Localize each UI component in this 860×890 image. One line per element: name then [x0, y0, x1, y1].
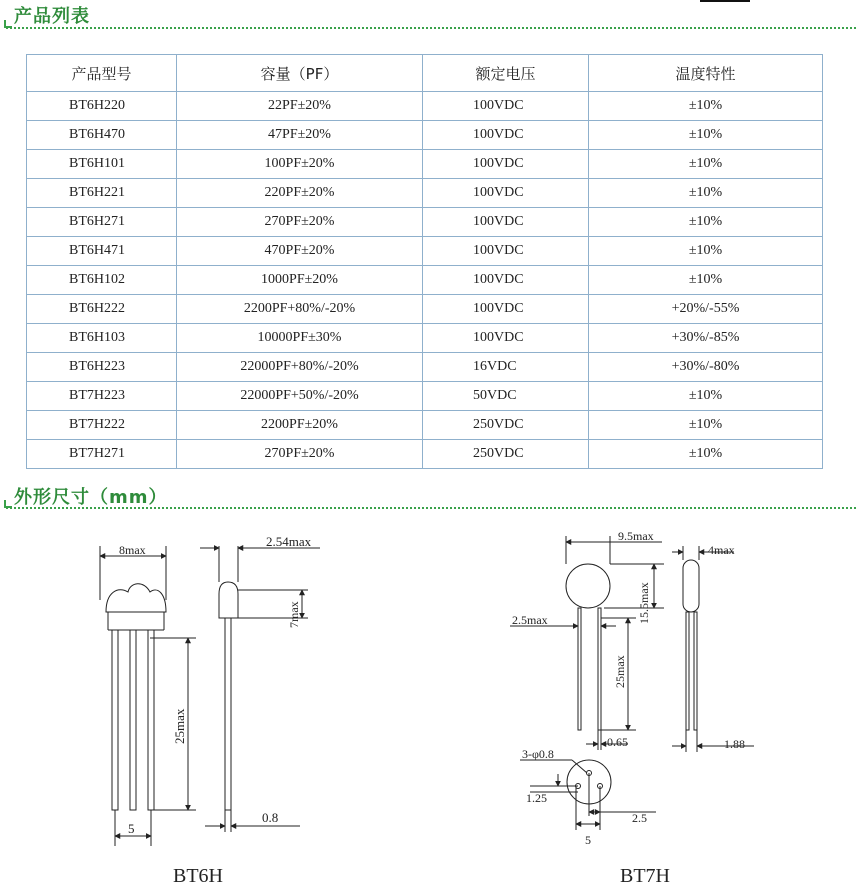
- cell-temp-char: ±10%: [589, 266, 823, 295]
- bt6h-front-view: [100, 546, 196, 846]
- table-row: [27, 353, 823, 382]
- cell-temp-char: +30%/-85%: [589, 324, 823, 353]
- cell-temp-char: ±10%: [589, 208, 823, 237]
- bt7h-side-dim-label: 1.88: [724, 737, 745, 751]
- bt7h-lead-length-label: 25max: [613, 655, 627, 688]
- cell-rated-voltage: 16VDC: [423, 353, 589, 382]
- table-row: [27, 295, 823, 324]
- cell-capacitance: 470PF±20%: [177, 237, 423, 266]
- cell-model: BT6H101: [27, 150, 177, 179]
- table-row: [27, 150, 823, 179]
- dotted-divider: [6, 507, 856, 509]
- bt7h-side-view: [672, 546, 754, 752]
- cell-rated-voltage: 100VDC: [423, 92, 589, 121]
- bt7h-hole-offset-label: 1.25: [526, 791, 547, 805]
- cell-temp-char: ±10%: [589, 440, 823, 469]
- cell-temp-char: ±10%: [589, 237, 823, 266]
- dimension-drawings: [0, 530, 860, 890]
- cell-temp-char: ±10%: [589, 411, 823, 440]
- cell-rated-voltage: 100VDC: [423, 324, 589, 353]
- cell-capacitance: 100PF±20%: [177, 150, 423, 179]
- bt7h-lead-dia-label: 0.65: [607, 735, 628, 749]
- cell-temp-char: ±10%: [589, 382, 823, 411]
- cell-capacitance: 22000PF+80%/-20%: [177, 353, 423, 382]
- cell-rated-voltage: 250VDC: [423, 440, 589, 469]
- cell-rated-voltage: 250VDC: [423, 411, 589, 440]
- cell-capacitance: 22PF±20%: [177, 92, 423, 121]
- cell-temp-char: ±10%: [589, 150, 823, 179]
- table-row: [27, 411, 823, 440]
- cell-capacitance: 10000PF±30%: [177, 324, 423, 353]
- bt7h-model-label: BT7H: [620, 865, 670, 887]
- bt7h-body-height-label: 15.5max: [637, 582, 651, 624]
- cell-capacitance: 220PF±20%: [177, 179, 423, 208]
- dimensions-title: 外形尺寸（mm）: [14, 487, 168, 508]
- bt6h-lead-length-label: 25max: [172, 708, 187, 744]
- bt7h-pitch-b-label: 5: [585, 833, 591, 847]
- cell-rated-voltage: 100VDC: [423, 179, 589, 208]
- bt7h-lead-spacing-label: 2.5max: [512, 613, 548, 627]
- table-row: [27, 324, 823, 353]
- table-row: [27, 440, 823, 469]
- cell-temp-char: ±10%: [589, 179, 823, 208]
- header-rated-voltage: 额定电压: [423, 55, 589, 92]
- cell-temp-char: +20%/-55%: [589, 295, 823, 324]
- cell-model: BT6H220: [27, 92, 177, 121]
- cell-rated-voltage: 100VDC: [423, 295, 589, 324]
- table-row: [27, 179, 823, 208]
- bt7h-front-view: [510, 536, 664, 750]
- cell-rated-voltage: 100VDC: [423, 150, 589, 179]
- cell-model: BT7H271: [27, 440, 177, 469]
- cell-temp-char: +30%/-80%: [589, 353, 823, 382]
- table-row: [27, 237, 823, 266]
- bt6h-width-label: 8max: [119, 543, 146, 557]
- bt6h-model-label: BT6H: [173, 865, 223, 887]
- bt6h-side-view: [200, 546, 320, 832]
- cell-capacitance: 270PF±20%: [177, 208, 423, 237]
- header-model: 产品型号: [27, 55, 177, 92]
- table-row: [27, 208, 823, 237]
- product-list-title: 产品列表: [14, 6, 90, 27]
- table-row: [27, 266, 823, 295]
- cell-capacitance: 1000PF±20%: [177, 266, 423, 295]
- cell-rated-voltage: 100VDC: [423, 266, 589, 295]
- header-capacitance: 容量（PF）: [177, 55, 423, 92]
- cell-model: BT6H222: [27, 295, 177, 324]
- cell-rated-voltage: 100VDC: [423, 237, 589, 266]
- cell-model: BT6H470: [27, 121, 177, 150]
- cell-rated-voltage: 50VDC: [423, 382, 589, 411]
- table-row: [27, 121, 823, 150]
- cell-capacitance: 47PF±20%: [177, 121, 423, 150]
- table-row: [27, 382, 823, 411]
- top-rule: [700, 0, 750, 2]
- cell-model: BT6H271: [27, 208, 177, 237]
- cell-model: BT6H471: [27, 237, 177, 266]
- cell-capacitance: 2200PF±20%: [177, 411, 423, 440]
- product-table: [26, 54, 823, 469]
- bt6h-thickness-label: 2.54max: [266, 534, 312, 549]
- cell-model: BT6H221: [27, 179, 177, 208]
- bt6h-pitch-label: 5: [128, 821, 135, 836]
- cell-model: BT6H223: [27, 353, 177, 382]
- cell-rated-voltage: 100VDC: [423, 208, 589, 237]
- bt7h-holes-label: 3-φ0.8: [522, 747, 554, 761]
- bt6h-body-height-label: 7max: [287, 601, 301, 628]
- cell-model: BT6H102: [27, 266, 177, 295]
- cell-capacitance: 2200PF+80%/-20%: [177, 295, 423, 324]
- cell-rated-voltage: 100VDC: [423, 121, 589, 150]
- table-header-row: [27, 55, 823, 92]
- bt7h-thickness-label: 4max: [708, 543, 735, 557]
- cell-model: BT7H223: [27, 382, 177, 411]
- bt7h-diameter-label: 9.5max: [618, 530, 654, 543]
- bt6h-lead-dia-label: 0.8: [262, 810, 279, 825]
- cell-temp-char: ±10%: [589, 92, 823, 121]
- dotted-divider: [6, 27, 856, 29]
- cell-model: BT6H103: [27, 324, 177, 353]
- cell-capacitance: 270PF±20%: [177, 440, 423, 469]
- bt7h-pitch-a-label: 2.5: [632, 811, 647, 825]
- cell-model: BT7H222: [27, 411, 177, 440]
- header-temp-char: 温度特性: [589, 55, 823, 92]
- cell-capacitance: 22000PF+50%/-20%: [177, 382, 423, 411]
- table-row: [27, 92, 823, 121]
- cell-temp-char: ±10%: [589, 121, 823, 150]
